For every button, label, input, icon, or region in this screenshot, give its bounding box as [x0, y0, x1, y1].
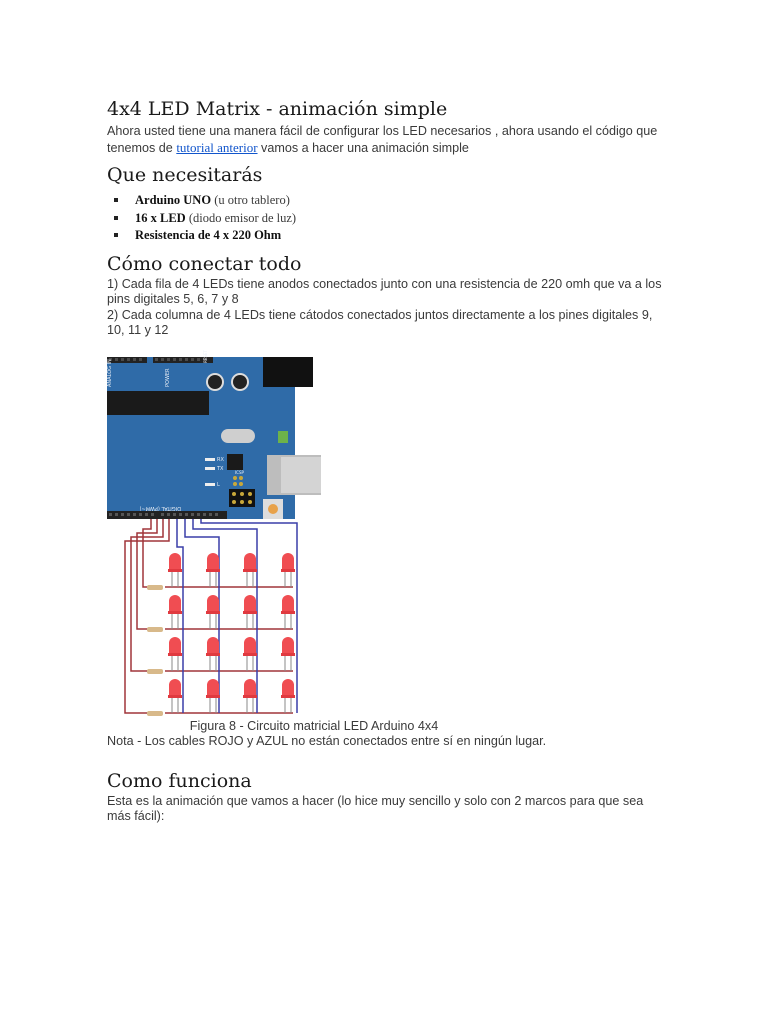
led-r1-c3 [243, 553, 257, 587]
item-bold: Arduino UNO [135, 193, 212, 208]
page-title: 4x4 LED Matrix - animación simple [107, 98, 448, 120]
led-r4-c3 [243, 679, 257, 713]
blue-wires [177, 519, 297, 713]
led-r1-c4 [281, 553, 295, 587]
previous-tutorial-link[interactable]: tutorial anterior [176, 139, 258, 155]
led-r4-c1 [168, 679, 182, 713]
led-r1-c2 [206, 553, 220, 587]
board-label-power: POWER [165, 368, 171, 388]
board-label-analog: ANALOG IN [107, 359, 113, 388]
bullet-icon [114, 233, 118, 237]
led-r2-c4 [281, 595, 295, 629]
figure-caption: Figura 8 - Circuito matricial LED Arduino 4x4 [189, 719, 439, 734]
intro-paragraph [107, 124, 667, 156]
board-label-icsp: ICSP [235, 470, 244, 476]
bullet-icon [114, 198, 118, 202]
connect-heading: Cómo conectar todo [107, 252, 302, 275]
led-r3-c2 [206, 637, 220, 671]
board-label-digital: DIGITAL (PWM~) [139, 505, 181, 512]
item-rest: (u otro tablero) [211, 193, 290, 208]
led-r3-c3 [243, 637, 257, 671]
icsp-header [229, 489, 255, 507]
led-r3-c4 [281, 637, 295, 671]
bullet-icon [114, 216, 118, 220]
led-r3-c1 [168, 637, 182, 671]
document-page [107, 96, 667, 825]
needs-heading: Que necesitarás [107, 164, 263, 187]
power-jack [263, 357, 313, 387]
led-r4-c4 [281, 679, 295, 713]
circuit-figure [107, 350, 327, 719]
list-item [107, 192, 667, 210]
led-r2-c3 [243, 595, 257, 629]
list-item [107, 227, 667, 245]
item-rest: (diodo emisor de luz) [185, 210, 297, 225]
needs-list [107, 192, 667, 245]
board-label-rx: RX [217, 457, 224, 464]
list-item [107, 210, 667, 228]
led-r2-c1 [168, 595, 182, 629]
figure-note: Nota - Los cables ROJO y AZUL no están conectados entre sí en ningún lugar. [107, 734, 547, 749]
board-label-reset: RESET [203, 350, 208, 364]
works-paragraph: Esta es la animación que vamos a hacer (lo hice muy sencillo y solo con 2 marcos para que sea más fácil): [107, 793, 644, 824]
circuit-diagram [107, 350, 327, 719]
item-bold: 16 x LED [135, 210, 186, 225]
microcontroller-chip [107, 391, 209, 415]
works-heading: Como funciona [107, 769, 252, 792]
board-label-tx: TX [217, 466, 224, 473]
led-matrix [168, 553, 295, 713]
intro-text-after: vamos a hacer una animación simple [257, 140, 469, 155]
led-r2-c2 [206, 595, 220, 629]
resistors [147, 585, 163, 716]
intro-text-before: Ahora usted tiene una manera fácil de configurar los LED necesarios , ahora usando el código que tenemos de [107, 124, 658, 155]
connect-line-2: 2) Cada columna de 4 LEDs tiene cátodos conectados juntos directamente a los pines digitales 9, 10, 11 y 12 [107, 307, 653, 338]
board-label-l: L [217, 482, 220, 489]
led-r1-c1 [168, 553, 182, 587]
connect-line-1: 1) Cada fila de 4 LEDs tiene anodos conectados junto con una resistencia de 220 omh que va a los pins digitales 5, 6, 7 y 8 [107, 276, 662, 307]
item-bold: Resistencia de 4 x 220 Ohm [135, 228, 282, 243]
led-r4-c2 [206, 679, 220, 713]
